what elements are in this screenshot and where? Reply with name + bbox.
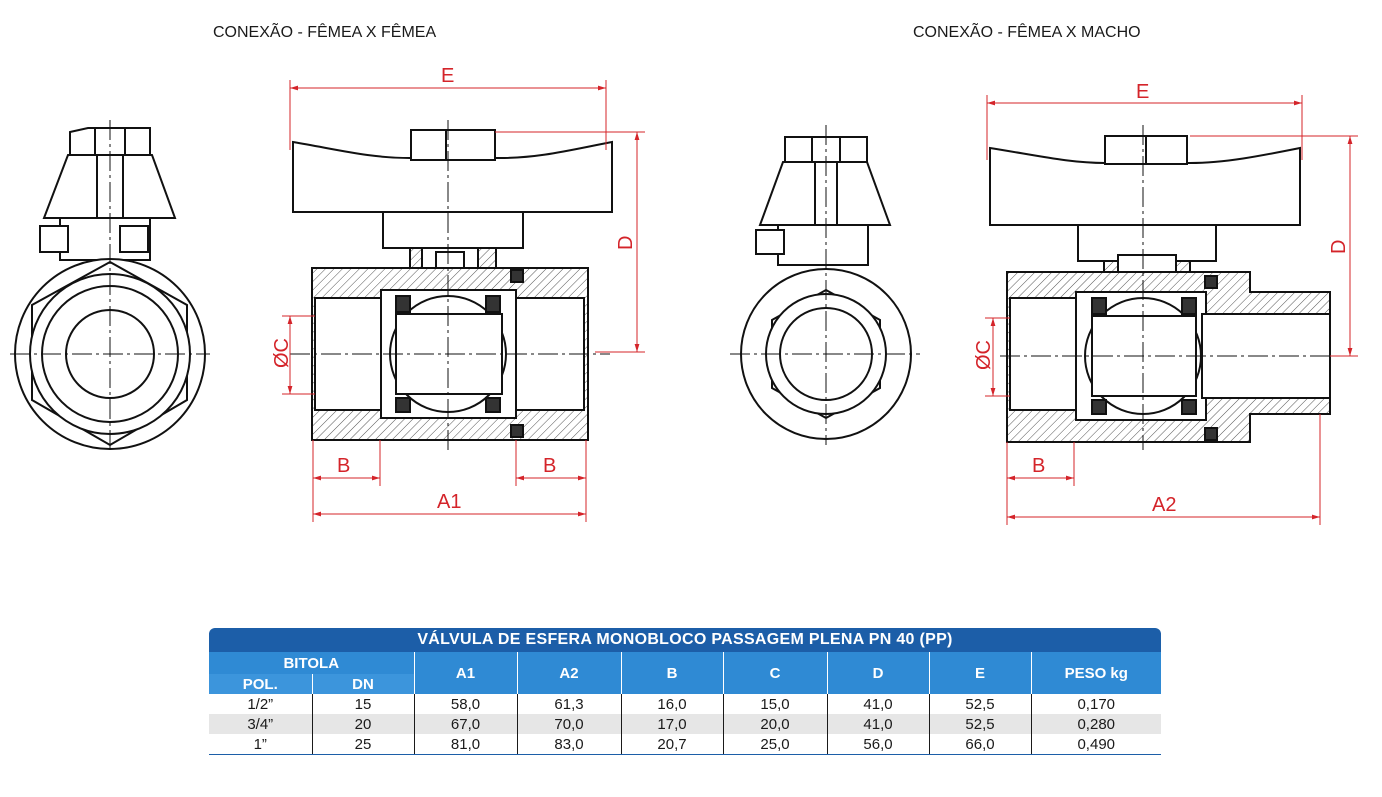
cell-a2: 61,3 bbox=[517, 694, 621, 714]
dim-b-left-1: B bbox=[337, 455, 351, 477]
header-e: E bbox=[929, 652, 1031, 694]
cell-peso: 0,280 bbox=[1031, 714, 1161, 734]
cell-a1: 58,0 bbox=[414, 694, 517, 714]
dim-b-left-2: B bbox=[543, 455, 557, 477]
cell-dn: 25 bbox=[312, 734, 414, 755]
header-dn: DN bbox=[312, 674, 414, 694]
side-view-female-female bbox=[10, 120, 210, 450]
header-bitola: BITOLA bbox=[209, 652, 414, 674]
cell-e: 66,0 bbox=[929, 734, 1031, 755]
dim-a2: A2 bbox=[1152, 494, 1177, 516]
header-a1: A1 bbox=[414, 652, 517, 694]
cell-a1: 81,0 bbox=[414, 734, 517, 755]
header-c: C bbox=[723, 652, 827, 694]
cell-c: 20,0 bbox=[723, 714, 827, 734]
cell-c: 25,0 bbox=[723, 734, 827, 755]
dim-e-left: E bbox=[441, 65, 455, 87]
cell-dn: 15 bbox=[312, 694, 414, 714]
cell-d: 56,0 bbox=[827, 734, 929, 755]
cell-a2: 70,0 bbox=[517, 714, 621, 734]
cell-e: 52,5 bbox=[929, 694, 1031, 714]
cell-b: 17,0 bbox=[621, 714, 723, 734]
header-peso: PESO kg bbox=[1031, 652, 1161, 694]
cell-pol: 3/4” bbox=[209, 714, 312, 734]
table-row bbox=[209, 734, 1161, 755]
cell-pol: 1” bbox=[209, 734, 312, 755]
cell-peso: 0,170 bbox=[1031, 694, 1161, 714]
specification-table bbox=[209, 628, 1161, 755]
dim-c-right: ØC bbox=[973, 340, 995, 370]
section-view-female-male bbox=[990, 125, 1340, 450]
table-title: VÁLVULA DE ESFERA MONOBLOCO PASSAGEM PLENA PN 40 (PP) bbox=[209, 628, 1161, 652]
cell-peso: 0,490 bbox=[1031, 734, 1161, 755]
table-row bbox=[209, 694, 1161, 714]
side-view-female-male bbox=[730, 125, 920, 445]
table-row bbox=[209, 714, 1161, 734]
dim-d-left: D bbox=[615, 235, 637, 250]
caption-female-female: CONEXÃO - FÊMEA X FÊMEA bbox=[213, 24, 437, 41]
section-view-female-female bbox=[290, 120, 612, 450]
caption-female-male: CONEXÃO - FÊMEA X MACHO bbox=[913, 24, 1141, 41]
cell-d: 41,0 bbox=[827, 714, 929, 734]
header-pol: POL. bbox=[209, 674, 312, 694]
dim-b-right: B bbox=[1032, 455, 1046, 477]
header-b: B bbox=[621, 652, 723, 694]
cell-a2: 83,0 bbox=[517, 734, 621, 755]
cell-e: 52,5 bbox=[929, 714, 1031, 734]
dim-a1: A1 bbox=[437, 491, 462, 513]
header-a2: A2 bbox=[517, 652, 621, 694]
cell-pol: 1/2” bbox=[247, 695, 274, 713]
cell-b: 16,0 bbox=[621, 694, 723, 714]
cell-b: 20,7 bbox=[621, 734, 723, 755]
cell-a1: 67,0 bbox=[414, 714, 517, 734]
cell-c: 15,0 bbox=[723, 694, 827, 714]
header-d: D bbox=[827, 652, 929, 694]
dim-c-left: ØC bbox=[271, 338, 293, 368]
dim-e-right: E bbox=[1136, 81, 1150, 103]
cell-dn: 20 bbox=[312, 714, 414, 734]
cell-d: 41,0 bbox=[827, 694, 929, 714]
dim-d-right: D bbox=[1328, 239, 1350, 254]
